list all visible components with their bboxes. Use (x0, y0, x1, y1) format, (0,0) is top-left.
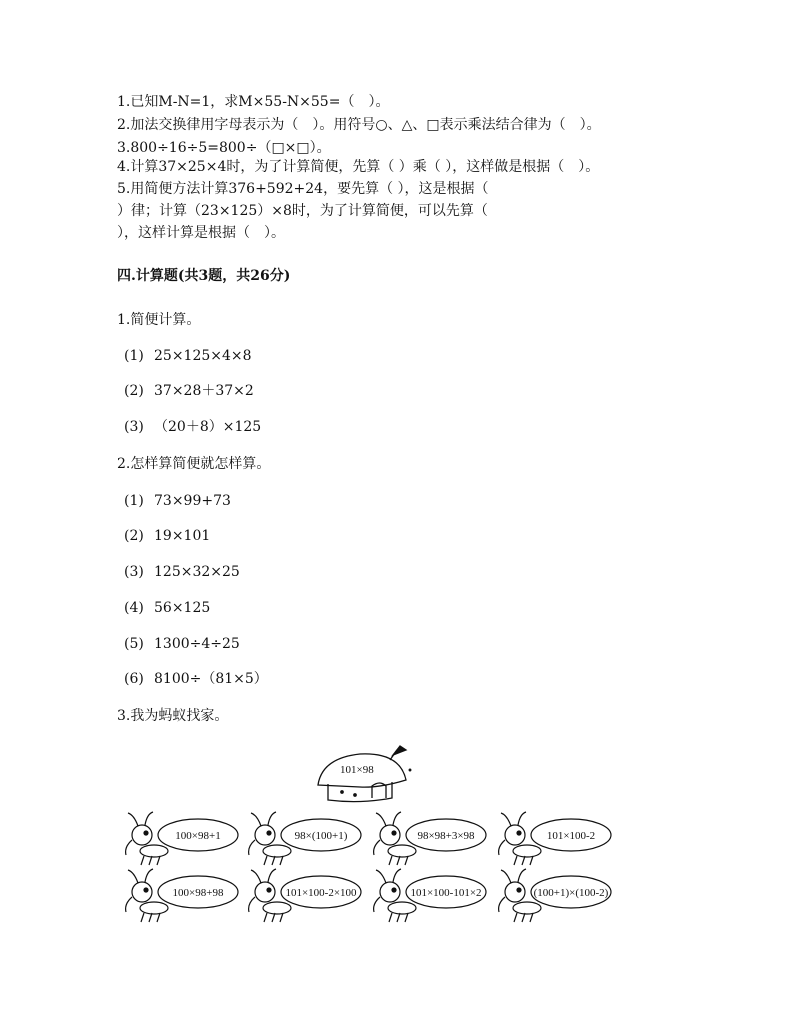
q1-item (124, 347, 252, 365)
ant-label: 98×98+3×98 (417, 830, 475, 842)
q2-item (124, 670, 268, 688)
ant-home-illustration (110, 740, 670, 940)
q2-title: 2.怎样算简便就怎样算。 (117, 456, 271, 472)
q2-item (124, 635, 240, 653)
item-num: (5) (124, 636, 144, 652)
item-expr: 19×101 (154, 528, 211, 544)
ant-label: 100×98+1 (175, 830, 221, 842)
item-expr: 8100÷（81×5） (154, 671, 268, 687)
item-num: (1) (124, 493, 144, 509)
item-expr: （20＋8）×125 (154, 419, 262, 435)
section-title: 四.计算题(共3题，共26分) (117, 268, 291, 284)
item-expr: 73×99+73 (154, 493, 231, 509)
fill-in-1: 1.已知M-N=1，求M×55-N×55=（ ）。 (117, 94, 390, 110)
item-expr: 25×125×4×8 (154, 348, 252, 364)
ant-label: 101×100-2×100 (285, 887, 357, 899)
ant-label: 101×100-2 (546, 830, 596, 842)
q1-item (124, 418, 261, 436)
fill-in-3: 3.800÷16÷5=800÷（□×□）。 (117, 140, 331, 156)
q1-item (124, 382, 254, 400)
item-num: (1) (124, 348, 144, 364)
ant-label: (100+1)×(100-2) (533, 887, 609, 899)
item-expr: 56×125 (154, 600, 211, 616)
fill-in-2: 2.加法交换律用字母表示为（ ）。用符号○、△、□表示乘法结合律为（ ）。 (117, 117, 601, 133)
q2-item (124, 492, 231, 510)
item-expr: 125×32×25 (154, 564, 240, 580)
item-num: (2) (124, 383, 144, 399)
fill-in-5b: ）律；计算（23×125）×8时，为了计算简便，可以先算（ (117, 203, 488, 219)
house-label: 101×98 (340, 764, 374, 776)
q1-title: 1.简便计算。 (117, 312, 201, 328)
fill-in-4: 4.计算37×25×4时，为了计算简便，先算（ ）乘（ ），这样做是根据（ ）。 (117, 159, 600, 175)
item-num: (4) (124, 600, 144, 616)
q3-title: 3.我为蚂蚁找家。 (117, 708, 229, 724)
item-num: (3) (124, 564, 144, 580)
item-expr: 1300÷4÷25 (154, 636, 240, 652)
q2-item (124, 527, 210, 545)
q2-item (124, 599, 210, 617)
fill-in-5a: 5.用简便方法计算376+592+24，要先算（ ），这是根据（ (117, 181, 489, 197)
ant-label: 100×98+98 (172, 887, 224, 899)
item-expr: 37×28＋37×2 (154, 383, 254, 399)
item-num: (6) (124, 671, 144, 687)
fill-in-5c: ），这样计算是根据（ ）。 (117, 225, 285, 241)
item-num: (3) (124, 419, 144, 435)
ant-label: 101×100-101×2 (410, 887, 482, 899)
item-num: (2) (124, 528, 144, 544)
ant-label: 98×(100+1) (294, 830, 348, 842)
q2-item (124, 563, 240, 581)
